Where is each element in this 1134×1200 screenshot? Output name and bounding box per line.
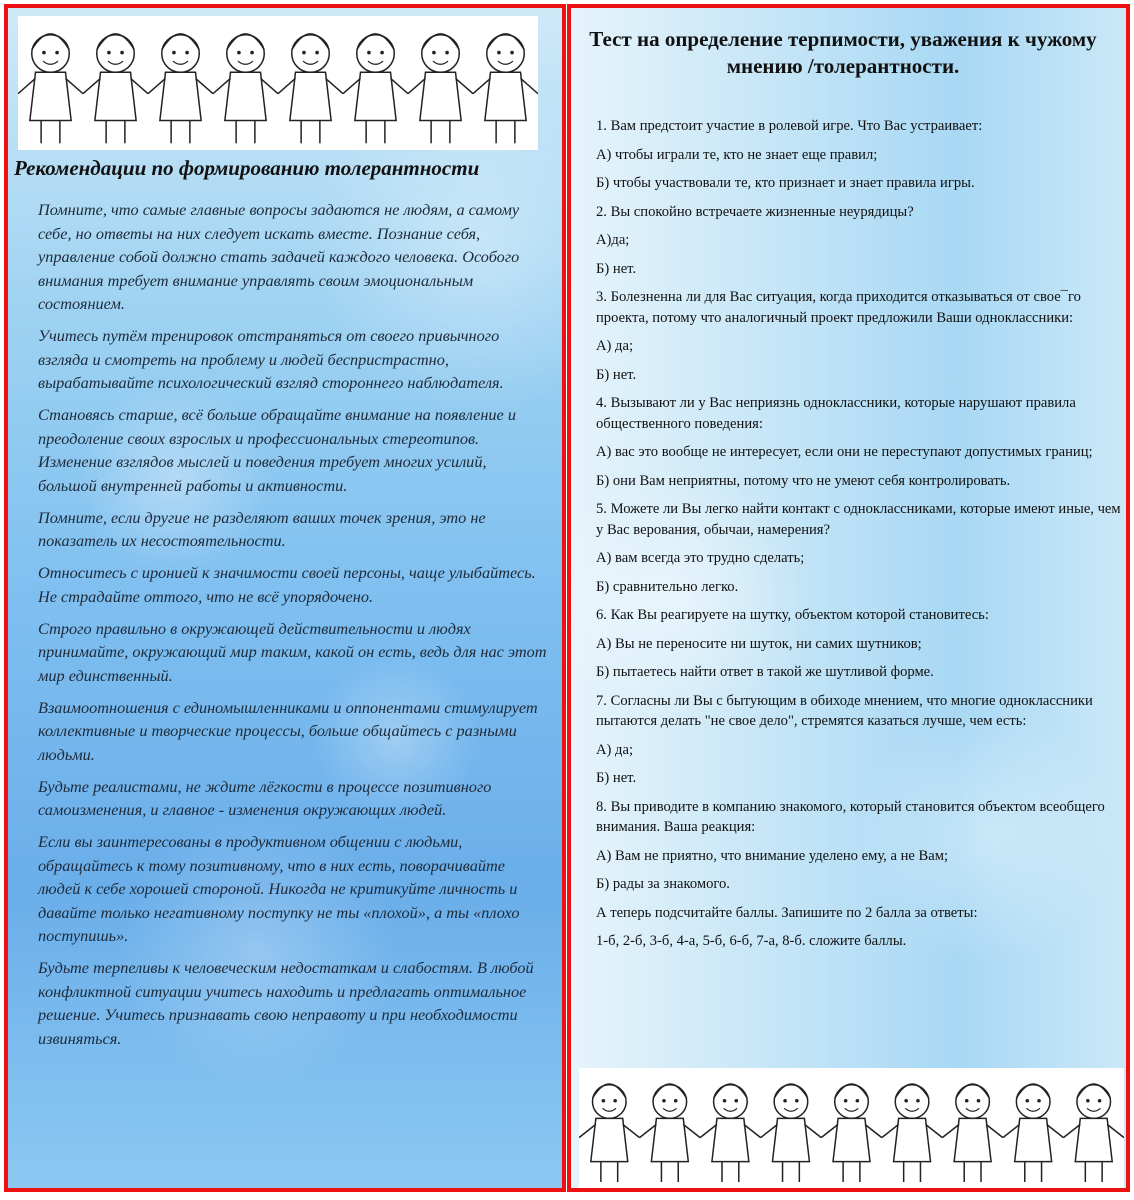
recommendation-item: Становясь старше, всё больше обращайте внимание на появление и преодоление своих взрослых и профессиональных стереотипов. Изменение взглядов мыслей и поведения требует многих усилий, большой внутренней работы и активности. (38, 405, 516, 495)
test-line: Б) сравнительно легко. (596, 578, 739, 595)
test-questions (596, 116, 1124, 960)
test-line: Б) рады за знакомого. (596, 876, 730, 892)
test-line: 2. Вы спокойно встречаете жизненные неурядицы? (596, 203, 914, 220)
test-line: 1-б, 2-б, 3-б, 4-а, 5-б, 6-б, 7-а, 8-б. сложите баллы. (596, 933, 907, 949)
children-holding-hands-image (579, 1068, 1124, 1188)
test-line: 6. Как Вы реагируете на шутку, объектом которой становитесь: (596, 607, 989, 623)
test-line: А) Вы не переносите ни шуток, ни самих шутников; (596, 635, 922, 652)
test-line: А) чтобы играли те, кто не знает еще правил; (596, 146, 878, 163)
test-title (583, 26, 1103, 80)
recommendation-item: Учитесь путём тренировок отстраняться от своего привычного взгляда и смотреть на проблему и людей беспристрастно, вырабатывайте психологический взгляд стороннего наблюдателя. (38, 326, 504, 392)
test-line: А) да; (596, 338, 634, 354)
test-line: 3. Болезненна ли для Вас ситуация, когда приходится отказываться от свое¯го проекта, потому что аналогичный проект предложили Ваши одноклассники: (596, 289, 1081, 326)
test-line: Б) чтобы участвовали те, кто признает и знает правила игры. (596, 175, 975, 191)
test-line: 5. Можете ли Вы легко найти контакт с одноклассниками, которые имеют иные, чем у Вас верования, обычаи, намерения? (596, 501, 1121, 538)
test-line: А) вам всегда это трудно сделать; (596, 550, 805, 566)
test-line: 7. Согласны ли Вы с бытующим в обиходе мнением, что многие одноклассники пытаются делать "не свое дело", стремятся казаться лучше, чем есть: (596, 692, 1093, 729)
test-line: 4. Вызывают ли у Вас неприязнь одноклассники, которые нарушают правила общественного поведения: (596, 395, 1076, 432)
test-line: Б) нет. (596, 366, 637, 383)
right-panel (567, 4, 1130, 1192)
test-line: А) вас это вообще не интересует, если они не переступают допустимых границ; (596, 444, 1093, 460)
test-title-line-1: Тест на определение терпимости, уважения к чужому (589, 27, 1097, 51)
test-line: А) Вам не приятно, что внимание уделено ему, а не Вам; (596, 847, 949, 864)
test-line: А)да; (596, 232, 630, 248)
recommendation-item: Взаимоотношения с единомышленниками и оппонентами стимулирует коллективные и творческие процессы, больше общайтесь с разными людьми. (38, 697, 538, 764)
recommendation-item: Помните, если другие не разделяют ваших точек зрения, это не показатель их несостоятельности. (38, 507, 486, 550)
recommendation-item: Относитесь с иронией к значимости своей персоны, чаще улыбайтесь. Не страдайте оттого, что не всё упорядочено. (38, 563, 536, 606)
recommendation-item: Помните, что самые главные вопросы задаются не людям, а самому себе, но ответы на них следует искать вместе. Познание себя, управление собой должно стать задачей каждого человека. Особого внимания требует внимание управлять своим эмоциональным состоянием. (38, 200, 520, 313)
test-line: Б) пытаетесь найти ответ в такой же шутливой форме. (596, 664, 934, 680)
test-line: А теперь подсчитайте баллы. Запишите по 2 балла за ответы: (596, 904, 978, 921)
test-line: 1. Вам предстоит участие в ролевой игре. Что Вас устраивает: (596, 118, 983, 134)
recommendations-list (38, 198, 548, 1059)
recommendation-item: Будьте терпеливы к человеческим недостаткам и слабостям. В любой конфликтной ситуации учитесь находить и предлагать оптимальное решение. Учитесь признавать свою неправоту и при необходимости извиняться. (38, 958, 534, 1048)
test-title-line-2: мнению /толерантности. (726, 54, 960, 78)
left-panel (4, 4, 566, 1192)
test-line: Б) нет. (596, 260, 637, 277)
recommendations-title: Рекомендации по формированию толерантности (14, 156, 480, 180)
children-holding-hands-image (18, 16, 538, 150)
test-line: Б) нет. (596, 770, 637, 786)
test-line: Б) они Вам неприятны, потому что не умеют себя контролировать. (596, 472, 1011, 489)
recommendation-item: Строго правильно в окружающей действительности и людях принимайте, окружающий мир таким, какой он есть, ведь для нас этот мир единственный. (38, 618, 547, 685)
recommendation-item: Будьте реалистами, не ждите лёгкости в процессе позитивного самоизменения, и главное - изменения окружающих людей. (38, 776, 492, 819)
children-illustration-bottom (579, 1068, 1124, 1188)
children-illustration-top (18, 16, 538, 150)
recommendation-item: Если вы заинтересованы в продуктивном общении с людьми, обращайтесь к тому позитивному, что в них есть, поворачивайте людей к себе хорошей стороной. Никогда не критикуйте личность и давайте только негативному поступку не ты «плохой», а ты «плохо поступишь». (38, 832, 520, 945)
test-line: 8. Вы приводите в компанию знакомого, который становится объектом всеобщего внимания. Ваша реакция: (596, 798, 1105, 835)
test-line: А) да; (596, 741, 634, 758)
